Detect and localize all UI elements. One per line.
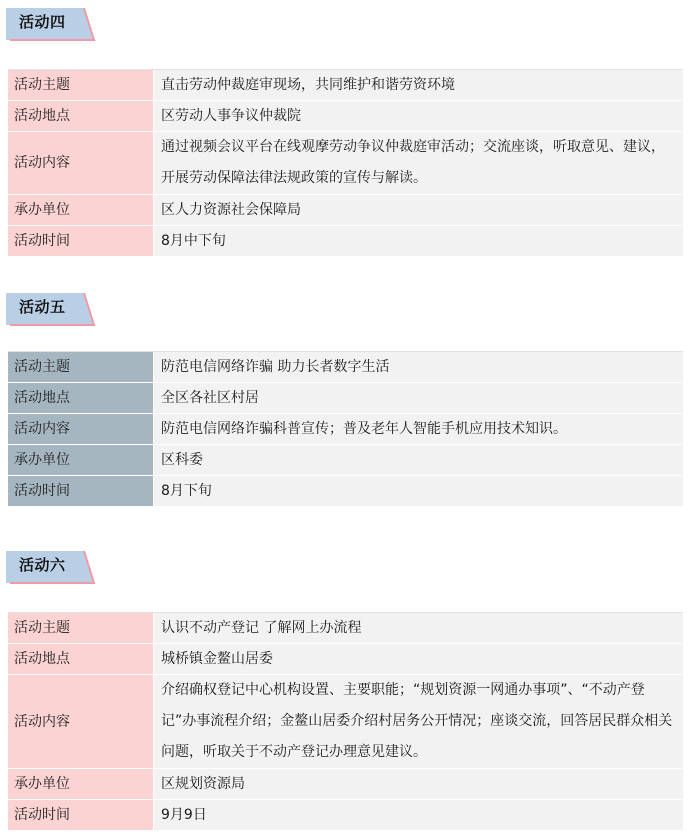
row-value: 城桥镇金鳌山居委 [154, 644, 684, 675]
row-label: 活动主题 [8, 70, 154, 101]
section-title-badge [6, 547, 96, 587]
activity-info-table [8, 613, 683, 831]
row-label: 活动地点 [8, 383, 154, 414]
row-value: 区人力资源社会保障局 [154, 195, 684, 226]
table-row [8, 644, 683, 675]
row-label: 活动时间 [8, 800, 154, 831]
section-title-badge [6, 4, 96, 44]
table-row [8, 675, 683, 769]
section-title: 活动六 [19, 556, 66, 574]
row-label: 活动主题 [8, 613, 154, 644]
row-label: 活动地点 [8, 644, 154, 675]
row-label: 活动内容 [8, 132, 154, 195]
row-value: 通过视频会议平台在线观摩劳动争议仲裁庭审活动；交流座谈，听取意见、建议，开展劳动保障法律法规政策的宣传与解读。 [154, 132, 684, 195]
table-row [8, 132, 683, 195]
table-row [8, 414, 683, 445]
row-value: 区规划资源局 [154, 769, 684, 800]
row-label: 承办单位 [8, 445, 154, 476]
row-value: 9月9日 [154, 800, 684, 831]
row-value: 防范电信网络诈骗科普宣传；普及老年人智能手机应用技术知识。 [154, 414, 684, 445]
table-row [8, 800, 683, 831]
table-row [8, 613, 683, 644]
table-row [8, 476, 683, 507]
row-label: 活动地点 [8, 101, 154, 132]
row-label: 活动内容 [8, 675, 154, 769]
row-value: 8月下旬 [154, 476, 684, 507]
row-label: 活动内容 [8, 414, 154, 445]
section-title: 活动五 [19, 298, 66, 316]
row-value: 防范电信网络诈骗 助力长者数字生活 [154, 352, 684, 383]
table-row [8, 70, 683, 101]
table-row [8, 352, 683, 383]
section-title: 活动四 [19, 13, 66, 31]
table-row [8, 445, 683, 476]
row-value: 直击劳动仲裁庭审现场，共同维护和谐劳资环境 [154, 70, 684, 101]
table-row [8, 383, 683, 414]
row-label: 承办单位 [8, 769, 154, 800]
row-value: 全区各社区村居 [154, 383, 684, 414]
row-label: 活动时间 [8, 226, 154, 257]
row-label: 承办单位 [8, 195, 154, 226]
table-row [8, 195, 683, 226]
table-row [8, 226, 683, 257]
row-value: 区劳动人事争议仲裁院 [154, 101, 684, 132]
table-row [8, 769, 683, 800]
row-value: 认识不动产登记 了解网上办流程 [154, 613, 684, 644]
row-value: 8月中下旬 [154, 226, 684, 257]
row-label: 活动主题 [8, 352, 154, 383]
row-value: 区科委 [154, 445, 684, 476]
activity-info-table [8, 352, 683, 507]
row-label: 活动时间 [8, 476, 154, 507]
section-title-badge [6, 289, 96, 329]
activity-info-table [8, 70, 683, 257]
row-value: 介绍确权登记中心机构设置、主要职能；“规划资源一网通办事项”、“不动产登记”办事流程介绍；金鳌山居委介绍村居务公开情况；座谈交流，回答居民群众相关问题，听取关于不动产登记办理意见建议。 [154, 675, 684, 769]
table-row [8, 101, 683, 132]
